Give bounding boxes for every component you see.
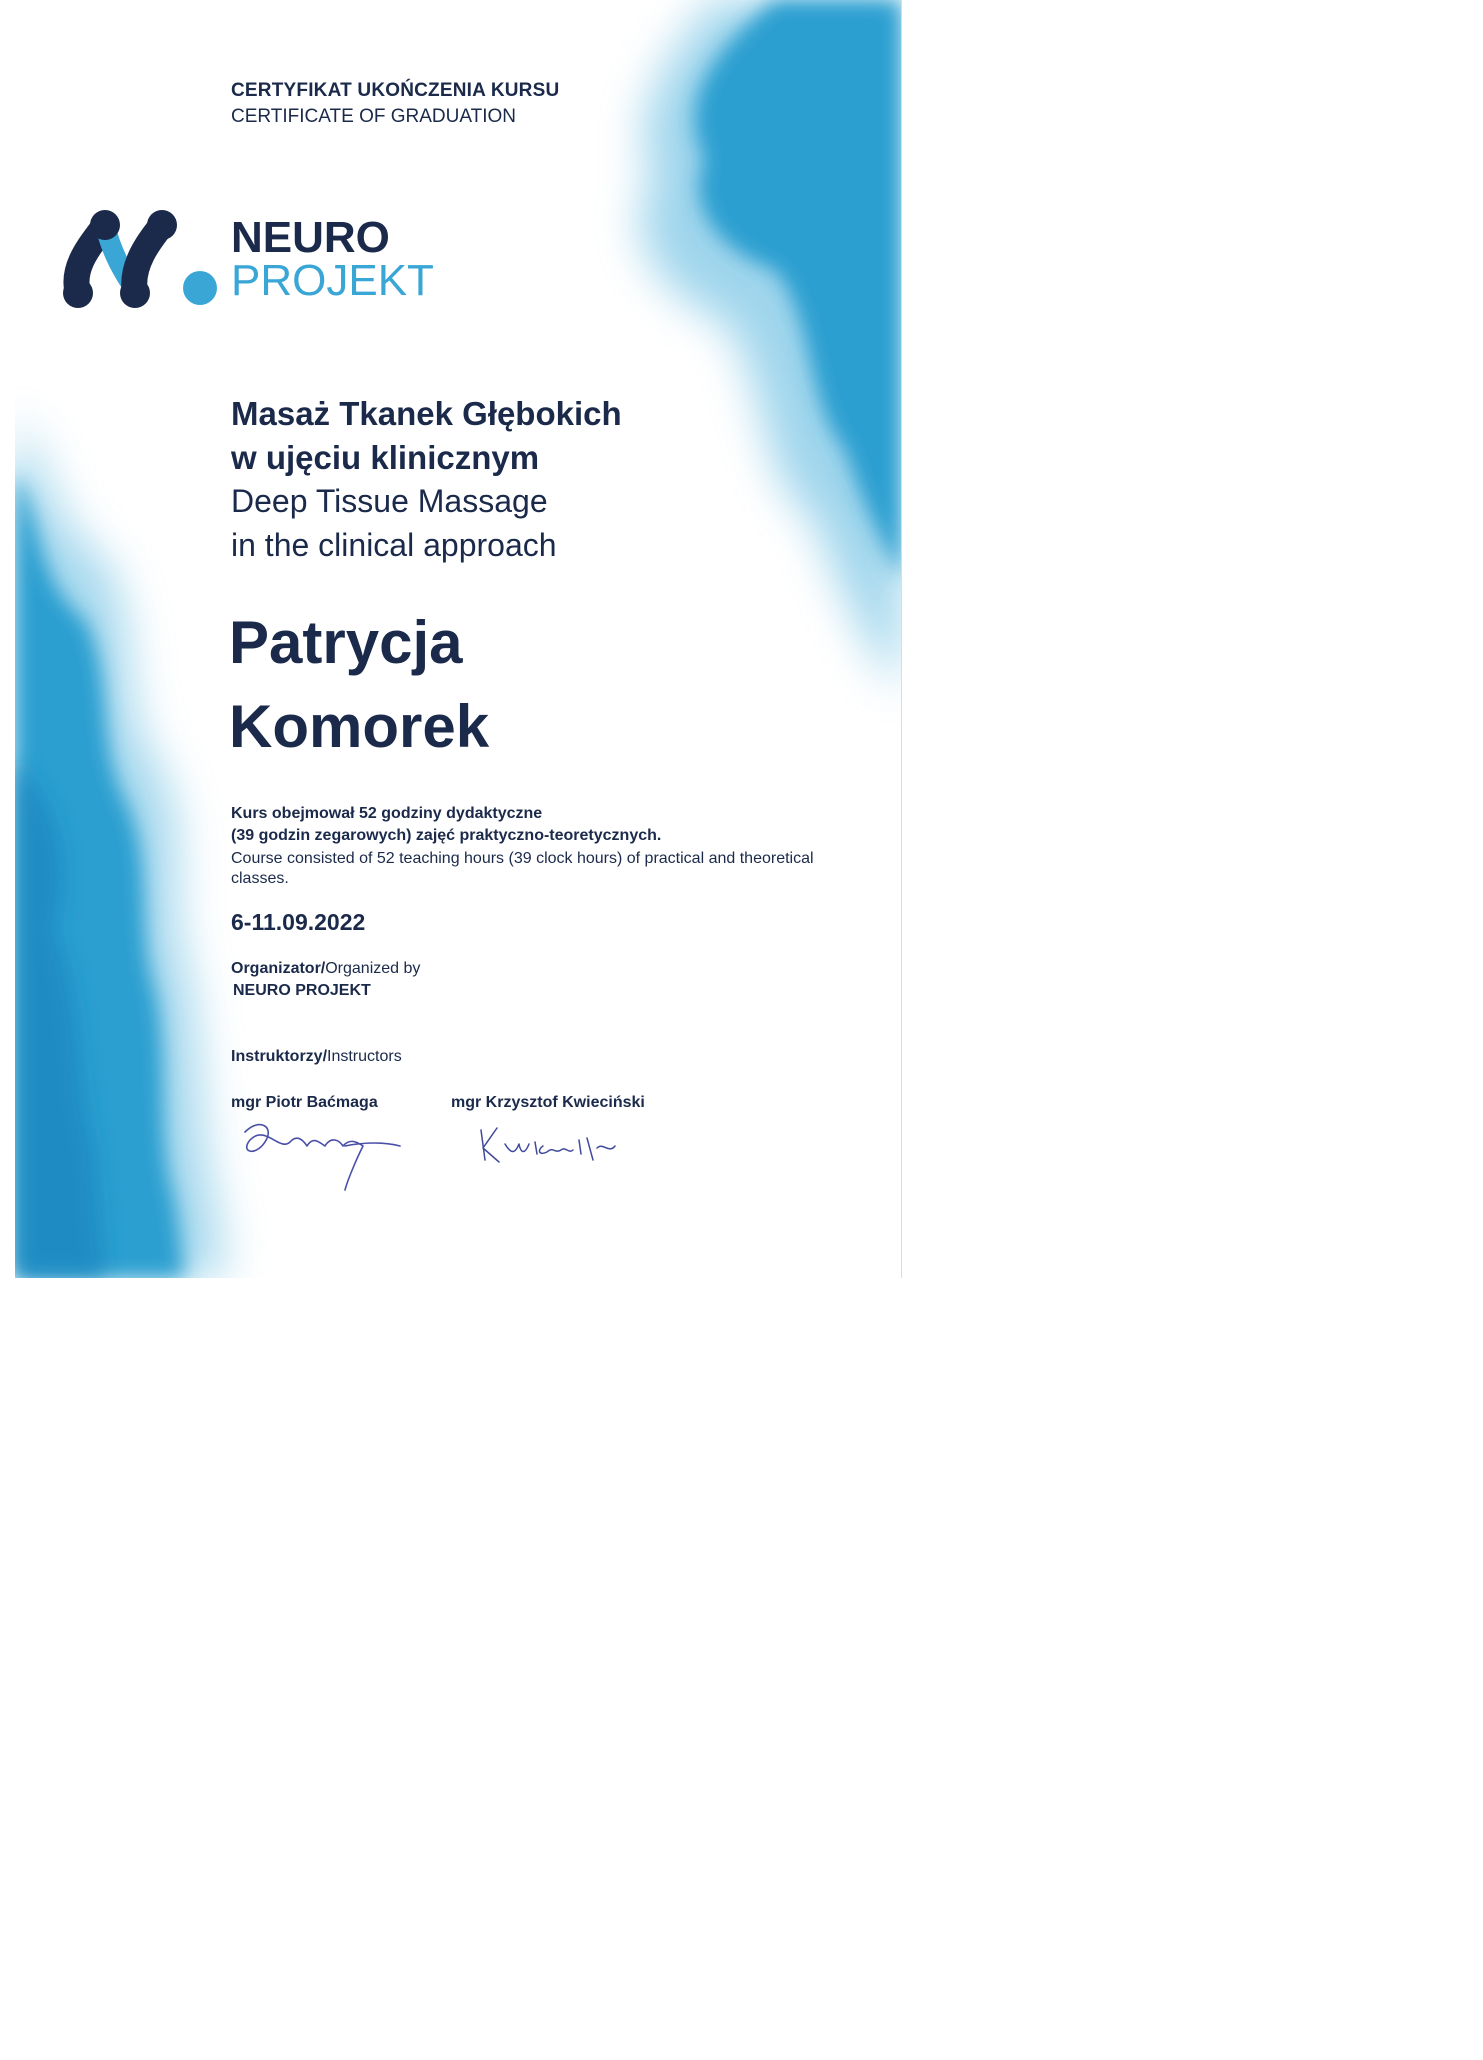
logo-text-neuro: NEURO — [231, 213, 390, 262]
course-title-english-line2: in the clinical approach — [231, 527, 557, 563]
course-title-english-line1: Deep Tissue Massage — [231, 483, 548, 519]
certificate-title-polish: CERTYFIKAT UKOŃCZENIA KURSU — [231, 80, 560, 101]
organizer-name: NEURO PROJEKT — [233, 982, 371, 999]
recipient-last-name: Komorek — [229, 693, 490, 760]
course-title-polish-line2: w ujęciu klinicznym — [231, 439, 540, 476]
instructors-label-polish: Instruktorzy/ — [231, 1048, 328, 1065]
certificate-title-english: CERTIFICATE OF GRADUATION — [231, 106, 517, 127]
instructor-1-signature — [235, 1112, 405, 1192]
instructors-label — [231, 1048, 402, 1066]
course-title-polish-line1: Masaż Tkanek Głębokich — [231, 395, 622, 432]
logo-text-projekt: PROJEKT — [231, 256, 434, 305]
certificate-sheet — [15, 0, 902, 1278]
course-dates: 6-11.09.2022 — [231, 909, 366, 935]
organizer-label — [231, 960, 420, 978]
course-description-english: Course consisted of 52 teaching hours (39 clock hours) of practical and theoretical classes. — [231, 850, 814, 887]
neuro-projekt-logo-icon — [50, 205, 235, 313]
instructors-label-english: Instructors — [327, 1048, 402, 1065]
instructor-name-2: mgr Krzysztof Kwieciński — [451, 1094, 645, 1111]
instructor-2-signature — [475, 1120, 645, 1170]
organizer-label-english: Organized by — [325, 960, 421, 977]
recipient-first-name: Patrycja — [229, 609, 463, 676]
course-description-polish-line1: Kurs obejmował 52 godziny dydaktyczne — [231, 805, 543, 822]
course-description-polish-line2: (39 godzin zegarowych) zajęć praktyczno-teoretycznych. — [231, 827, 662, 844]
organizer-label-polish: Organizator/ — [231, 960, 326, 977]
instructor-name-1: mgr Piotr Baćmaga — [231, 1094, 378, 1111]
